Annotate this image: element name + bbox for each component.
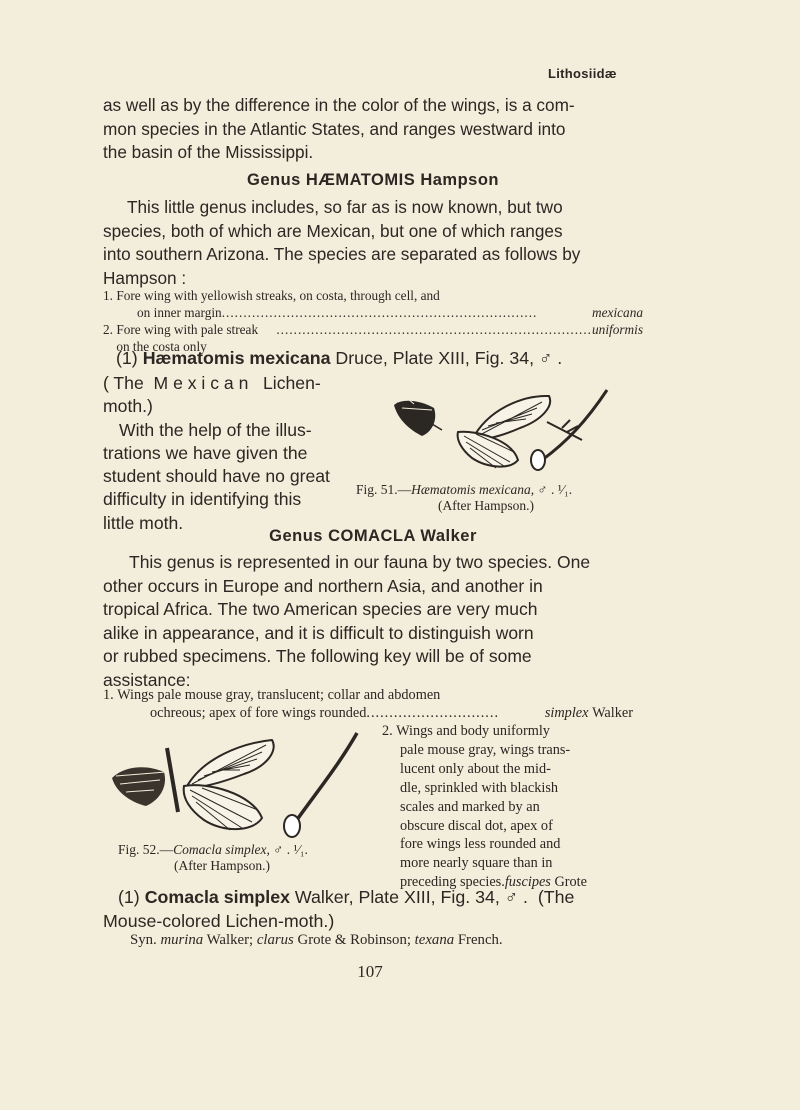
species-entry-haematomis-mexicana: (1) Hæmatomis mexicana Druce, Plate XIII, Fig. 34, ♂ . bbox=[116, 348, 563, 368]
species-entry-comacla-simplex: (1) Comacla simplex Walker, Plate XIII, Fig. 34, ♂ . (The bbox=[118, 887, 575, 907]
haematomis-key bbox=[103, 287, 643, 355]
text-line: other occurs in Europe and northern Asia, and another in bbox=[103, 575, 543, 596]
text-line: student should have no great bbox=[103, 466, 330, 487]
text-line: the basin of the Mississippi. bbox=[103, 142, 314, 162]
text-line: species, both of which are Mexican, but one of which ranges bbox=[103, 220, 563, 241]
haematomis-species-text bbox=[103, 372, 353, 535]
page-number: 107 bbox=[357, 962, 383, 981]
comacla-key-2: 2. Wings and body uniformly pale mouse gray, wings trans- lucent only about the mid- dle, sprinkled with blackish scales and marked by an obscure discal dot, apex of fore wings less rounded and more nearly square than in preceding species.fuscipes Grote bbox=[382, 723, 588, 891]
moth-illustration-fig-51 bbox=[392, 380, 622, 480]
moth-illustration-fig-52 bbox=[112, 728, 362, 843]
text-line: This little genus includes, so far as is now known, but two bbox=[127, 197, 563, 217]
genus-heading-comacla: Genus COMACLA Walker bbox=[269, 527, 477, 545]
text-line: alike in appearance, and it is difficult to distinguish worn bbox=[103, 622, 534, 643]
comacla-paragraph bbox=[103, 551, 643, 692]
figure-caption-52: Fig. 52.—Comacla simplex, ♂ . ¹⁄₁. (After Hampson.) bbox=[118, 842, 308, 873]
text-line: mon species in the Atlantic States, and ranges westward into bbox=[103, 118, 566, 139]
haematomis-paragraph bbox=[103, 196, 643, 290]
species-entry-comacla-line2: Mouse-colored Lichen-moth.) bbox=[103, 911, 335, 931]
figure-caption-51: Fig. 51.—Hæmatomis mexicana, ♂ . ¹⁄₁. (After Hampson.) bbox=[356, 482, 573, 513]
intro-paragraph bbox=[103, 94, 643, 165]
text-line: assistance: bbox=[103, 669, 191, 690]
text-line: or rubbed specimens. The following key will be of some bbox=[103, 646, 532, 666]
genus-heading-haematomis: Genus HÆMATOMIS Hampson bbox=[247, 171, 499, 189]
text-line: tropical Africa. The two American species are very much bbox=[103, 599, 538, 619]
text-line: as well as by the difference in the color of the wings, is a com- bbox=[103, 95, 575, 115]
running-head: Lithosiidæ bbox=[548, 66, 617, 81]
text-line: Hampson : bbox=[103, 267, 187, 288]
comacla-key-1: 1. Wings pale mouse gray, translucent; collar and abdomen ochreous; apex of fore wings rounded ............................. simplex Walker bbox=[103, 687, 633, 721]
text-line: moth.) bbox=[103, 396, 153, 417]
text-line: With the help of the illus- bbox=[119, 419, 312, 440]
text-line: trations we have given the bbox=[103, 442, 308, 463]
key-item: 2. Fore wing with pale streak on the costa only ......................................................................... uniformis bbox=[103, 322, 643, 354]
text-line: difficulty in identifying this bbox=[103, 489, 302, 510]
key-item: 1. Fore wing with yellowish streaks, on costa, through cell, and bbox=[103, 288, 440, 303]
key-item-continuation: on inner margin ......................................................................... mexicana bbox=[137, 305, 643, 320]
text-line: little moth. bbox=[103, 512, 184, 533]
text-line: ( The M e x i c a n Lichen- bbox=[103, 373, 321, 393]
text-line: This genus is represented in our fauna by two species. One bbox=[129, 552, 591, 572]
text-line: into southern Arizona. The species are separated as follows by bbox=[103, 244, 581, 264]
synonymy: Syn. murina Walker; clarus Grote & Robinson; texana French. bbox=[130, 932, 503, 948]
